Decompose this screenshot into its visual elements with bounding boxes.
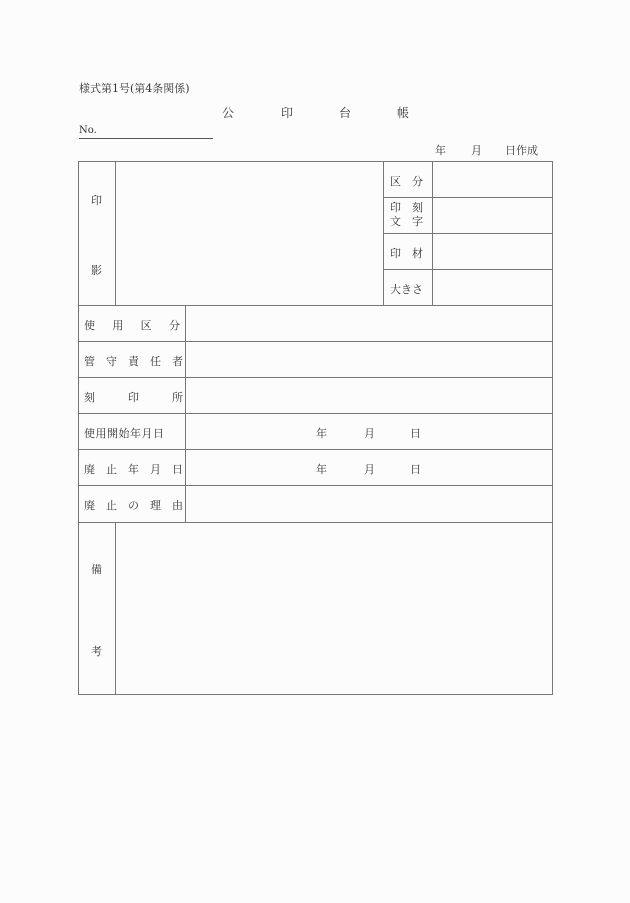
row-label-abolish-date: 廃 止 年 月 日 — [84, 463, 183, 476]
label-line-1: 印 刻 — [390, 201, 423, 214]
attr-value-engraved-text[interactable] — [433, 198, 551, 232]
start-year: 年 — [316, 427, 327, 440]
row-value-start-date[interactable] — [186, 414, 551, 448]
abolish-year: 年 — [316, 463, 327, 476]
table-border-left — [78, 161, 79, 695]
attr-label-engraved-text — [390, 201, 423, 229]
table-border-bottom — [78, 694, 553, 695]
number-field[interactable] — [79, 125, 213, 139]
number-label: No. — [79, 125, 97, 136]
form-id: 様式第1号(第4条関係) — [79, 82, 190, 95]
title-char-4: 帳 — [397, 106, 410, 120]
title-char-1: 公 — [222, 106, 235, 120]
row-value-custodian[interactable] — [186, 342, 551, 376]
abolish-day: 日 — [410, 463, 421, 476]
title-char-2: 印 — [281, 106, 294, 120]
seal-impression-area[interactable] — [116, 162, 382, 304]
table-border-right — [552, 161, 553, 695]
attr-value-material[interactable] — [433, 234, 551, 268]
title-char-3: 台 — [339, 106, 352, 120]
created-month: 月 — [471, 144, 482, 157]
row-label-start-date: 使用開始年月日 — [84, 427, 165, 440]
start-month: 月 — [364, 427, 375, 440]
row-value-abolish-reason[interactable] — [186, 486, 551, 521]
remarks-area[interactable] — [116, 523, 551, 693]
row-label-abolish-reason: 廃 止 の 理 由 — [84, 499, 183, 512]
label-line-2: 文 字 — [390, 215, 423, 228]
row-value-engraver[interactable] — [186, 378, 551, 412]
attr-label-material: 印 材 — [390, 247, 423, 260]
abolish-month: 月 — [364, 463, 375, 476]
created-day: 日作成 — [505, 144, 538, 157]
row-label-custodian: 管 守 責 任 者 — [84, 355, 183, 368]
created-year: 年 — [435, 144, 446, 157]
remarks-label-bottom: 考 — [91, 645, 102, 658]
row-value-abolish-date[interactable] — [186, 450, 551, 484]
attr-value-size[interactable] — [433, 270, 551, 304]
row-label-engraver: 刻 印 所 — [84, 391, 183, 404]
attr-value-category[interactable] — [433, 162, 551, 196]
impression-label-top: 印 — [91, 194, 102, 207]
row-value-usage-category[interactable] — [186, 306, 551, 340]
start-day: 日 — [410, 427, 421, 440]
attr-label-category: 区 分 — [390, 175, 423, 188]
remarks-label-top: 備 — [91, 563, 102, 576]
attr-label-size: 大きさ — [390, 283, 423, 296]
row-label-usage-category: 使 用 区 分 — [84, 319, 180, 332]
impression-label-bottom: 影 — [91, 264, 102, 277]
